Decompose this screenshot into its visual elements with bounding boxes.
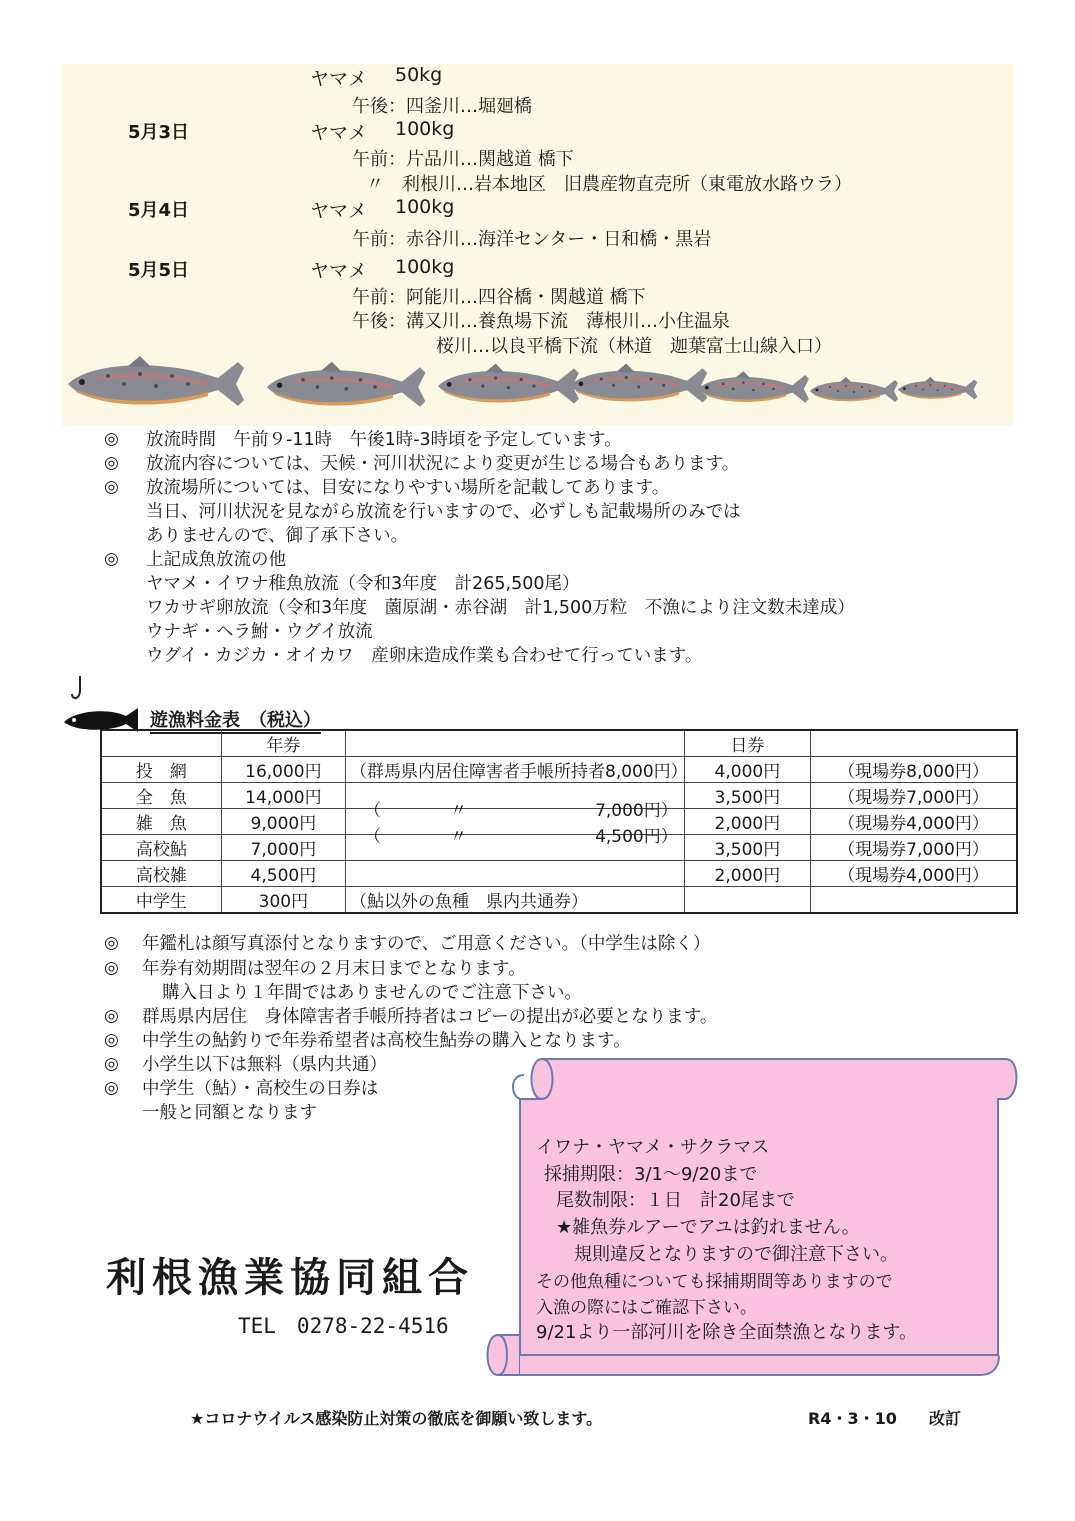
note-value: 7,000円） [595,800,678,821]
ticket-note: 年券有効期間は翌年の２月末日までとなります。 [142,959,526,979]
schedule-date: 5月4日 [128,200,190,221]
org-tel: TEL 0278-22-4516 [238,1314,449,1338]
ticket-note: 年鑑札は顔写真添付となりますので、ご用意ください。（中学生は除く） [142,934,711,954]
note-mark: ◎ [104,1054,119,1074]
note-mark: ◎ [104,477,119,497]
annual-price: 16,000円 [221,757,345,783]
schedule-line: 午前：阿能川…四谷橋・関越道 橋下 [352,287,646,308]
table-row [101,887,1017,914]
trout-icon [68,356,244,406]
rule-line: 入漁の際にはご確認下さい。 [536,1298,757,1318]
rule-line: 規則違反となりますので御注意下さい。 [574,1244,898,1265]
trout-icon [267,362,425,407]
ticket-kind: 高校鮎 [101,835,221,861]
trout-icon [898,377,977,400]
annual-price: 4,500円 [221,861,345,887]
annual-price: 14,000円 [221,783,345,809]
daily-note: （現場券7,000円） [811,783,1017,809]
rule-line: その他魚種についても採捕期間等ありますので [536,1272,893,1292]
trout-icon [438,364,579,404]
rule-line: イワナ・ヤマメ・サクラマス [536,1137,770,1158]
annual-note [346,809,685,847]
release-note: ワカサギ卵放流（令和3年度 薗原湖・赤谷湖 計1,500万粒 不漁により注文数未達成） [146,598,855,618]
daily-price: 3,500円 [684,783,810,809]
schedule-amount: 100kg [395,118,455,140]
ticket-kind: 中学生 [101,887,221,914]
daily-price: 2,000円 [684,861,810,887]
schedule-species: ヤマメ [310,122,368,144]
table-row [101,861,1017,887]
fee-table-title: 遊漁料金表 （税込） [150,706,321,734]
release-note: 放流時間 午前９-11時 午後1時-3時頃を予定しています。 [146,430,622,450]
ditto-mark: 〃 [450,800,468,821]
release-note: 当日、河川状況を見ながら放流を行いますので、必ずしも記載場所のみでは [146,502,741,522]
rule-line: 尾数制限：１日 計20尾まで [556,1190,795,1211]
release-note: 放流場所については、目安になりやすい場所を記載してあります。 [146,478,670,498]
ticket-note: 購入日より１年間ではありませんのでご注意下さい。 [162,983,582,1003]
schedule-line: 〃 利根川…岩本地区 旧農産物直売所（東電放水路ウラ） [366,174,852,195]
release-note: ヤマメ・イワナ稚魚放流（令和3年度 計265,500尾） [146,574,580,594]
note-mark: ◎ [104,453,119,473]
trout-icon [570,364,707,403]
note-mark: ◎ [104,933,119,953]
annual-note: （群馬県内居住障害者手帳所持者8,000円） [346,757,685,783]
schedule-line: 午後：溝又川…養魚場下流 薄根川…小住温泉 [352,311,730,332]
schedule-species: ヤマメ [310,200,368,222]
top-fish-species: ヤマメ [310,68,368,90]
daily-price: 2,000円 [684,809,810,835]
schedule-line: 桜川…以良平橋下流（林道 迦葉富士山線入口） [436,336,832,357]
header-daily: 日券 [684,730,810,757]
rule-line: 9/21より一部河川を除き全面禁漁となります。 [536,1322,917,1343]
trout-icon [810,377,898,402]
note-mark: ◎ [104,429,119,449]
ticket-kind: 全 魚 [101,783,221,809]
daily-note: （現場券7,000円） [811,835,1017,861]
annual-note [346,783,685,821]
schedule-line: 午前：片品川…関越道 橋下 [352,149,574,170]
rule-line: 採捕期限：3/1〜9/20まで [544,1164,758,1185]
ticket-note: 群馬県内居住 身体障害者手帳所持者はコピーの提出が必要となります。 [142,1007,718,1027]
org-name: 利根漁業協同組合 [106,1255,474,1301]
schedule-amount: 100kg [395,196,455,218]
release-note: ウナギ・ヘラ鮒・ウグイ放流 [146,622,373,642]
ticket-note: 中学生の鮎釣りで年券希望者は高校生鮎券の購入となります。 [142,1031,631,1051]
table-row [101,783,1017,809]
release-note: 放流内容については、天候・河川状況により変更が生じる場合もあります。 [146,454,740,474]
trout-icon [698,371,809,403]
top-fish-afternoon: 午後：四釜川…堀廻橋 [352,96,532,117]
ticket-note: 小学生以下は無料（県内共通） [142,1055,387,1075]
rule-line: ★雑魚券ルアーでアユは釣れません。 [556,1217,860,1238]
ticket-kind: 雑 魚 [101,809,221,835]
schedule-date: 5月3日 [128,122,190,143]
ticket-note: 中学生（鮎）・高校生の日券は [142,1079,379,1099]
trout-illustrations [62,350,1014,420]
fee-table [100,729,1018,914]
footer-notice: ★コロナウイルス感染防止対策の徹底を御願い致します。 [190,1409,603,1428]
table-header-row [101,730,1017,757]
table-row [101,809,1017,835]
daily-note: （現場券8,000円） [811,757,1017,783]
note-mark: ◎ [104,1006,119,1026]
ditto-mark: 〃 [450,826,468,847]
note-mark: ◎ [104,549,119,569]
table-row [101,835,1017,861]
note-mark: ◎ [104,1030,119,1050]
revision-date: R4・3・10 改訂 [808,1409,961,1428]
note-open: （ [364,800,382,821]
fishing-hook-fish-icon [60,676,142,736]
top-fish-amount: 50kg [395,64,443,86]
note-mark: ◎ [104,1078,119,1098]
daily-price: 3,500円 [684,835,810,861]
release-note: 上記成魚放流の他 [146,550,286,570]
annual-price: 300円 [221,887,345,914]
ticket-kind: 投 網 [101,757,221,783]
schedule-species: ヤマメ [310,260,368,282]
schedule-date: 5月5日 [128,260,190,281]
ticket-note: 一般と同額となります [142,1103,317,1123]
daily-note: （現場券4,000円） [811,809,1017,835]
ticket-kind: 高校雑 [101,861,221,887]
note-value: 4,500円） [595,826,678,847]
header-annual: 年券 [221,730,345,757]
annual-note: （鮎以外の魚種 県内共通券） [346,887,685,914]
release-note: ありませんので、御了承下さい。 [146,526,409,546]
table-row [101,757,1017,783]
annual-price: 7,000円 [221,835,345,861]
note-open: （ [364,826,382,847]
schedule-line: 午前：赤谷川…海洋センター・日和橋・黒岩 [352,229,712,250]
note-mark: ◎ [104,958,119,978]
release-note: ウグイ・カジカ・オイカワ 産卵床造成作業も合わせて行っています。 [146,646,703,666]
daily-price: 4,000円 [684,757,810,783]
daily-note: （現場券4,000円） [811,861,1017,887]
schedule-amount: 100kg [395,256,455,278]
annual-price: 9,000円 [221,809,345,835]
